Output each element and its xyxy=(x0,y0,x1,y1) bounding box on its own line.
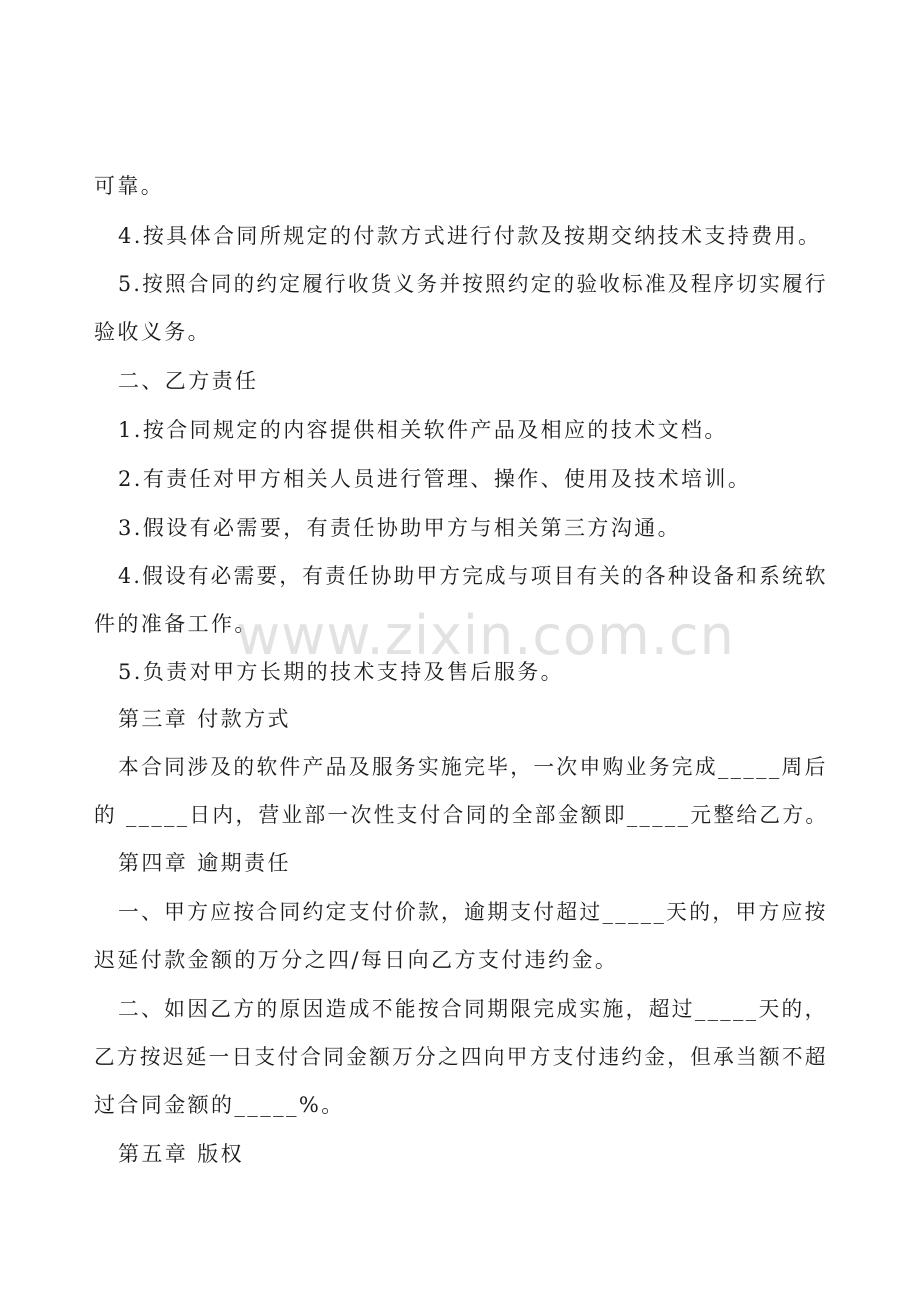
text-line-07: 2.有责任对甲方相关人员进行管理、操作、使用及技术培训。 xyxy=(118,467,752,491)
chapter-heading-5: 第五章 版权 xyxy=(118,1142,245,1166)
watermark: www.zixin.com.cn xyxy=(236,604,735,667)
text-line-06: 1.按合同规定的内容提供相关软件产品及相应的技术文档。 xyxy=(118,418,728,442)
text-line-19: 乙方按迟延一日支付合同金额万分之四向甲方支付违约金，但承当额不超 xyxy=(94,1045,828,1069)
chapter-heading-3: 第三章 付款方式 xyxy=(118,707,291,731)
text-line-17: 迟延付款金额的万分之四/每日向乙方支付违约金。 xyxy=(94,948,619,972)
text-line-16: 一、甲方应按合同约定支付价款，逾期支付超过_____天的，甲方应按 xyxy=(118,900,828,924)
section-heading-party-b: 二、乙方责任 xyxy=(118,369,259,393)
chapter-heading-4: 第四章 逾期责任 xyxy=(118,851,291,875)
text-line-01: 可靠。 xyxy=(94,174,165,198)
text-line-20: 过合同金额的_____%。 xyxy=(94,1093,345,1117)
text-line-08: 3.假设有必需要，有责任协助甲方与相关第三方沟通。 xyxy=(118,516,682,540)
text-line-04: 验收义务。 xyxy=(94,320,211,344)
text-line-03: 5.按照合同的约定履行收货义务并按照约定的验收标准及程序切实履行 xyxy=(118,272,828,296)
text-line-14: 的 _____日内，营业部一次性支付合同的全部金额即_____元整给乙方。 xyxy=(94,803,829,827)
text-line-11: 5.负责对甲方长期的技术支持及售后服务。 xyxy=(118,660,565,684)
text-line-10: 件的准备工作。 xyxy=(94,612,258,636)
text-line-02: 4.按具体合同所规定的付款方式进行付款及按期交纳技术支持费用。 xyxy=(118,224,822,248)
text-line-13: 本合同涉及的软件产品及服务实施完毕，一次申购业务完成_____周后 xyxy=(118,755,828,779)
text-line-18: 二、如因乙方的原因造成不能按合同期限完成实施，超过_____天的， xyxy=(118,997,828,1021)
text-line-09: 4.假设有必需要，有责任协助甲方完成与项目有关的各种设备和系统软 xyxy=(118,564,828,588)
